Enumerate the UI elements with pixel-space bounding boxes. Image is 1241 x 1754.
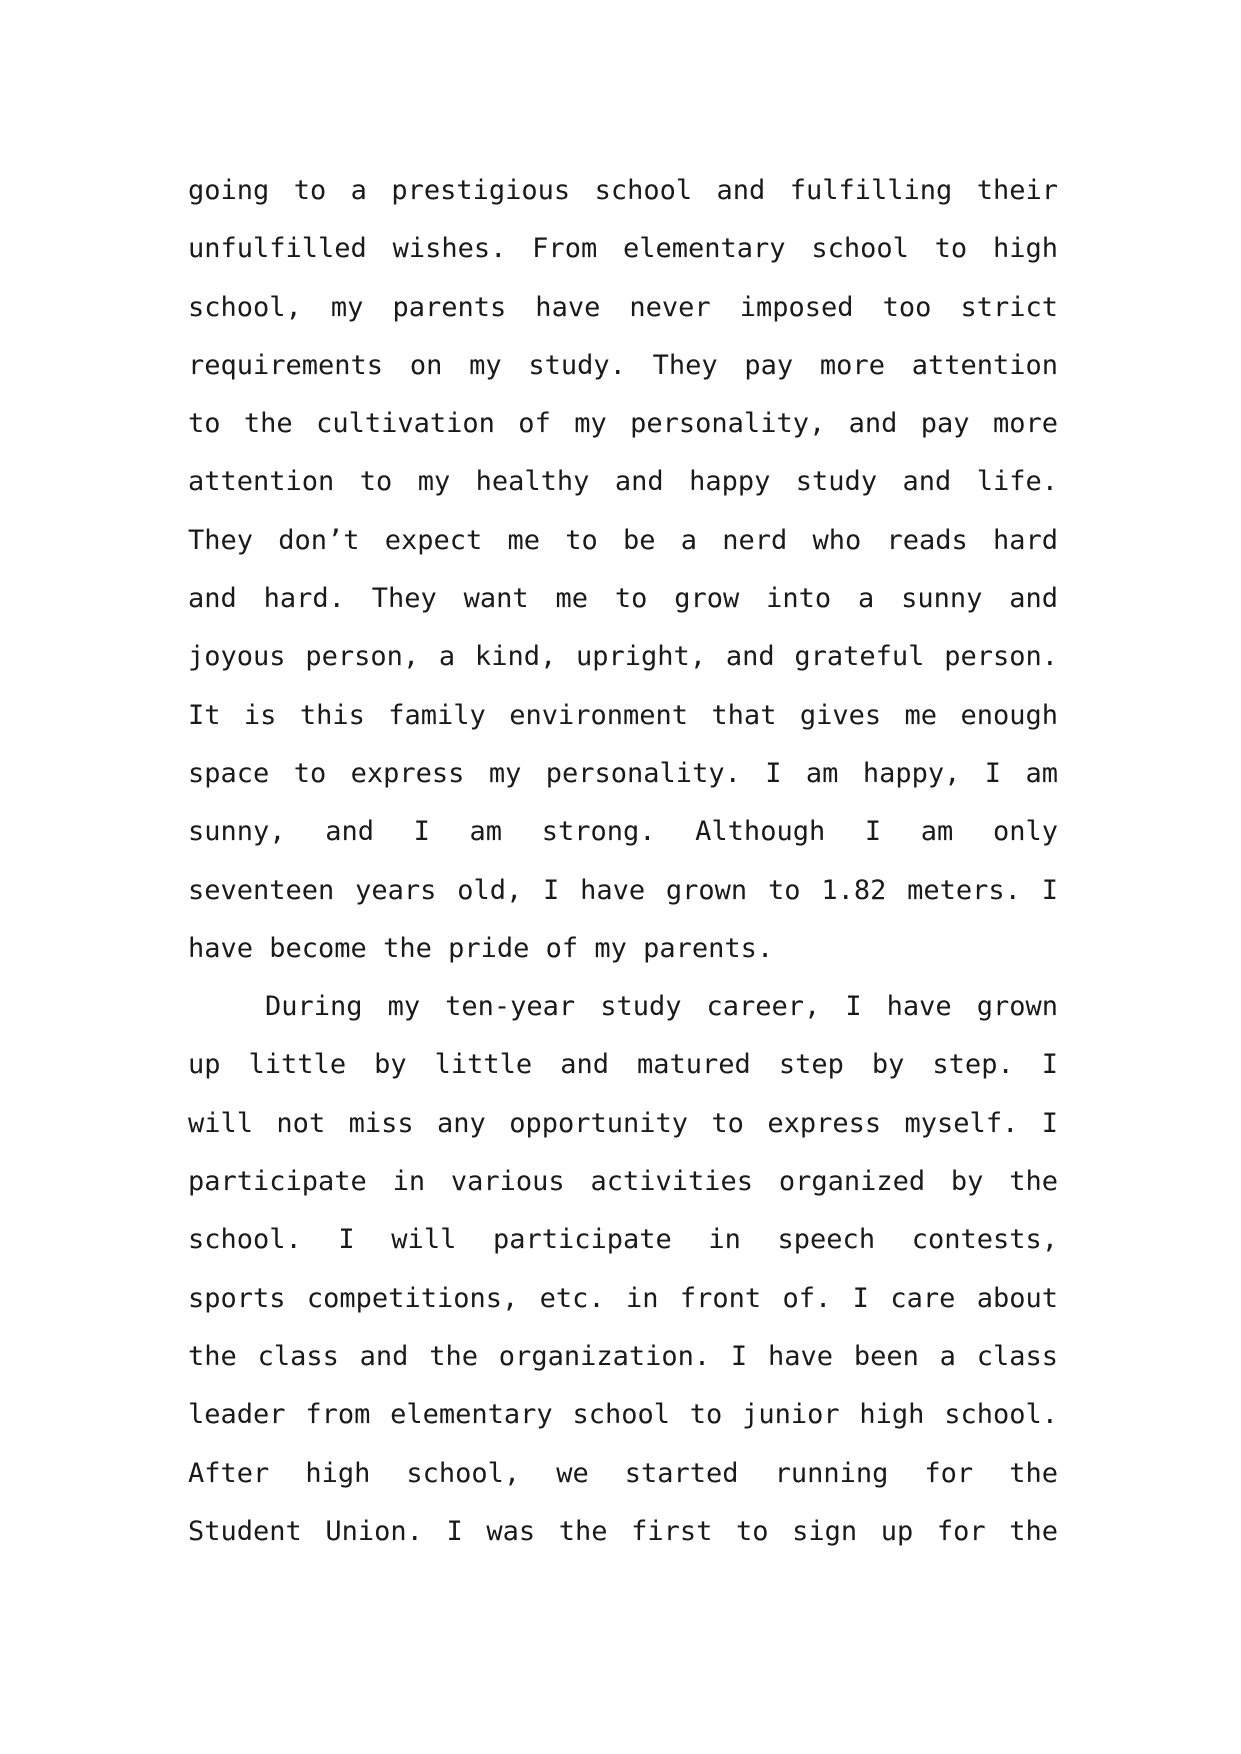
- text-line: They don’t expect me to be a nerd who reads hard: [188, 524, 1058, 556]
- text-line: school. I will participate in speech contests,: [188, 1224, 1058, 1256]
- text-line: joyous person, a kind, upright, and grateful person.: [188, 641, 1058, 673]
- text-line: leader from elementary school to junior high school.: [188, 1399, 1058, 1431]
- text-line: attention to my healthy and happy study and life.: [188, 466, 1058, 498]
- text-line: and hard. They want me to grow into a sunny and: [188, 583, 1058, 615]
- text-line: to the cultivation of my personality, and pay more: [188, 408, 1058, 440]
- text-line: seventeen years old, I have grown to 1.82 meters. I: [188, 874, 1058, 906]
- body-text: [188, 162, 1058, 1561]
- text-line: sunny, and I am strong. Although I am only: [188, 816, 1058, 848]
- text-line: requirements on my study. They pay more attention: [188, 349, 1058, 381]
- text-line: the class and the organization. I have been a class: [188, 1340, 1058, 1372]
- text-line: will not miss any opportunity to express myself. I: [188, 1107, 1058, 1139]
- text-line: participate in various activities organized by the: [188, 1166, 1058, 1198]
- text-line: school, my parents have never imposed too strict: [188, 291, 1058, 323]
- text-line: sports competitions, etc. in front of. I care about: [188, 1282, 1058, 1314]
- text-line: space to express my personality. I am happy, I am: [188, 757, 1058, 789]
- text-line: going to a prestigious school and fulfilling their: [188, 175, 1058, 206]
- paragraph-end-line: have become the pride of my parents.: [188, 932, 774, 964]
- text-line: up little by little and matured step by step. I: [188, 1049, 1058, 1081]
- text-line: Student Union. I was the first to sign up for the: [188, 1515, 1058, 1547]
- paragraph-start-line: During my ten-year study career, I have grown: [265, 991, 1058, 1023]
- text-line: unfulfilled wishes. From elementary school to high: [188, 233, 1058, 265]
- text-line: After high school, we started running for the: [188, 1457, 1058, 1489]
- text-line: It is this family environment that gives me enough: [188, 699, 1058, 731]
